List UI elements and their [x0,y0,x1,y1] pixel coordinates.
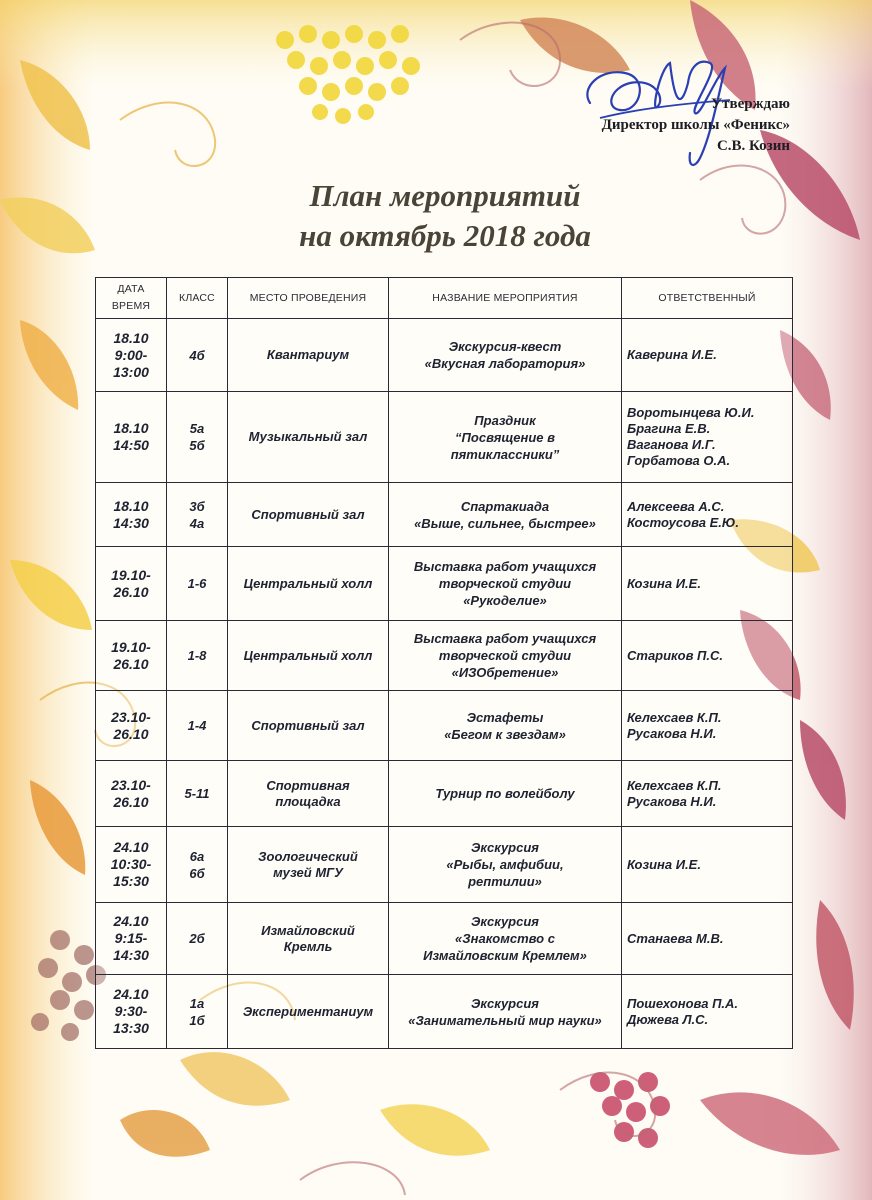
cell-place-text: Спортивная площадка [266,777,350,809]
cell-responsible [622,621,793,691]
cell-date-text: 19.10- 26.10 [111,638,151,672]
cell-event [389,319,622,392]
cell-date-text: 19.10- 26.10 [111,566,151,600]
cell-class [167,621,228,691]
cell-date-text: 18.10 14:50 [113,420,149,453]
cell-date [96,691,167,761]
cell-class-text: 2б [189,931,205,946]
cell-responsible [622,903,793,975]
cell-responsible-text: Козина И.Е. [627,575,701,591]
cell-class-text: 3б 4а [189,498,205,531]
table-row [96,761,793,827]
cell-class [167,547,228,621]
table-row [96,547,793,621]
table-row [96,691,793,761]
title-line-2: на октябрь 2018 года [299,218,591,253]
cell-date-text: 23.10- 26.10 [111,776,151,810]
cell-responsible [622,761,793,827]
cell-responsible-text: Пошехонова П.А. Дюжева Л.С. [627,995,739,1027]
cell-event-text: Турнир по волейболу [435,786,575,801]
cell-event [389,975,622,1049]
table-header-row [96,278,793,319]
cell-class-text: 1а 1б [189,995,205,1028]
cell-event [389,621,622,691]
cell-place [228,483,389,547]
cell-responsible [622,547,793,621]
cell-class [167,483,228,547]
cell-event-text: Выставка работ учащихся творческой студии «ИЗОбретение» [413,631,597,680]
cell-place [228,975,389,1049]
cell-date-text: 24.10 10:30- 15:30 [110,839,152,889]
cell-place [228,319,389,392]
cell-event [389,691,622,761]
cell-place-text: Спортивный зал [251,506,365,522]
cell-class-text: 6а 6б [189,848,205,881]
cell-responsible [622,827,793,903]
cell-event [389,761,622,827]
cell-responsible-text: Алексеева А.С. Костоусова Е.Ю. [627,498,740,530]
cell-date [96,483,167,547]
cell-responsible-text: Козина И.Е. [627,856,701,872]
approval-name: С.В. Козин [716,138,790,154]
table-row [96,392,793,483]
title-line-1: План мероприятий [309,178,581,213]
cell-place-text: Музыкальный зал [248,429,368,444]
cell-date-text: 24.10 9:15- 14:30 [113,913,149,963]
cell-event [389,392,622,483]
header-place: МЕСТО ПРОВЕДЕНИЯ [228,278,389,319]
table-row [96,483,793,547]
cell-class [167,975,228,1049]
cell-responsible-text: Станаева М.В. [627,930,724,946]
cell-class-text: 5а 5б [189,421,205,453]
header-date: ДАТА ВРЕМЯ [96,278,167,319]
cell-event-text: Экскурсия «Занимательный мир науки» [408,995,602,1028]
cell-responsible [622,691,793,761]
cell-date [96,621,167,691]
cell-date-text: 23.10- 26.10 [111,708,151,742]
cell-date-text: 18.10 9:00- 13:00 [113,329,149,380]
cell-event-text: Эстафеты «Бегом к звездам» [444,709,566,742]
cell-place [228,903,389,975]
cell-place [228,761,389,827]
header-event: НАЗВАНИЕ МЕРОПРИЯТИЯ [389,278,622,319]
events-table [95,277,793,1049]
cell-date-text: 24.10 9:30- 13:30 [113,986,149,1036]
cell-place-text: Зоологический музей МГУ [258,848,358,880]
cell-class [167,319,228,392]
cell-date [96,547,167,621]
cell-place [228,827,389,903]
cell-place-text: Центральный холл [243,647,373,663]
cell-place-text: Экспериментаниум [242,1003,374,1019]
cell-class [167,392,228,483]
cell-place [228,621,389,691]
cell-responsible-text: Каверина И.Е. [627,347,717,362]
cell-date [96,392,167,483]
approval-word: Утверждаю [711,96,790,112]
cell-class-text: 1-4 [187,718,207,733]
cell-event-text: Спартакиада «Выше, сильнее, быстрее» [414,498,596,531]
cell-date [96,827,167,903]
cell-class-text: 1-8 [187,648,207,663]
header-class: КЛАСС [167,278,228,319]
cell-event [389,903,622,975]
table-row [96,621,793,691]
cell-responsible-text: Келехсаев К.П. Русакова Н.И. [627,777,722,809]
cell-responsible [622,319,793,392]
cell-responsible-text: Келехсаев К.П. Русакова Н.И. [627,709,722,741]
cell-responsible-text: Воротынцева Ю.И. Брагина Е.В. Ваганова И.Г. Горбатова О.А. [627,405,755,468]
cell-place [228,691,389,761]
table-row [96,975,793,1049]
cell-class-text: 1-6 [187,576,207,591]
cell-responsible [622,392,793,483]
approval-position: Директор школы «Феникс» [601,117,790,133]
table-row [96,319,793,392]
table-row [96,827,793,903]
cell-class [167,827,228,903]
cell-responsible [622,975,793,1049]
table-row [96,903,793,975]
cell-event-text: Экскурсия «Знакомство с Измайловским Кремлем» [423,914,587,963]
cell-class [167,761,228,827]
cell-date [96,319,167,392]
cell-event [389,827,622,903]
cell-date [96,975,167,1049]
cell-place [228,392,389,483]
cell-class [167,903,228,975]
cell-class-text: 5-11 [184,786,210,801]
cell-place-text: Спортивный зал [251,717,365,733]
cell-place-text: Измайловский Кремль [261,922,355,954]
cell-event [389,483,622,547]
cell-date-text: 18.10 14:30 [113,497,149,531]
approval-block [602,94,790,157]
cell-date [96,761,167,827]
cell-place [228,547,389,621]
cell-event-text: Выставка работ учащихся творческой студии «Рукоделие» [413,559,597,608]
cell-class [167,691,228,761]
cell-event-text: Экскурсия «Рыбы, амфибии, рептилии» [446,840,564,889]
cell-responsible [622,483,793,547]
cell-date [96,903,167,975]
cell-class-text: 4б [189,347,205,363]
cell-event [389,547,622,621]
cell-responsible-text: Стариков П.С. [627,647,724,663]
cell-event-text: Экскурсия-квест «Вкусная лаборатория» [424,339,586,371]
cell-place-text: Центральный холл [243,575,373,591]
cell-event-text: Праздник “Посвящение в пятиклассники” [450,412,560,462]
cell-place-text: Квантариум [266,347,350,362]
header-responsible: ОТВЕТСТВЕННЫЙ [622,278,793,319]
page-title [200,176,690,256]
